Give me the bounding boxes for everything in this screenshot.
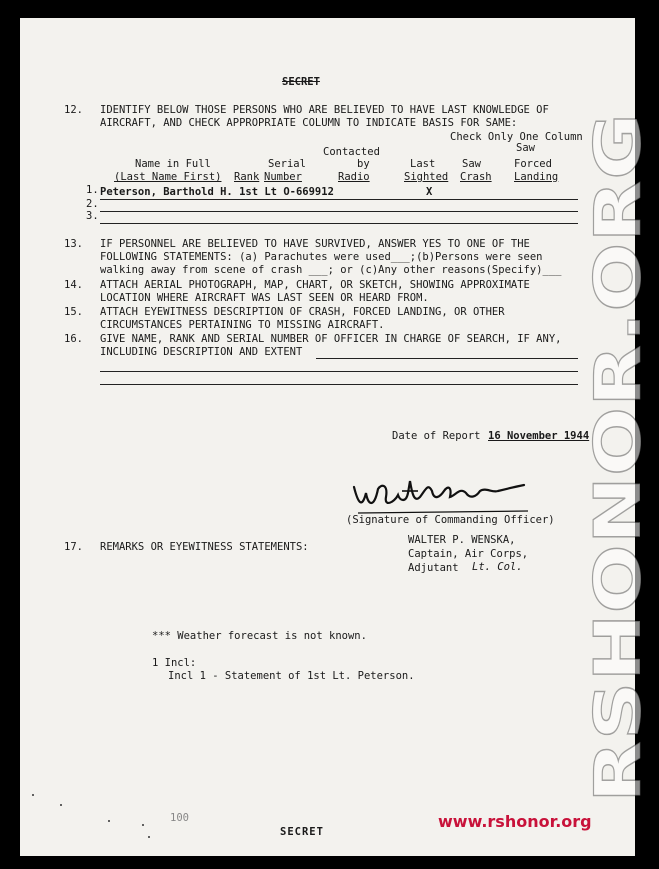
watermark-url: www.rshonor.org: [438, 812, 592, 831]
secret-header: SECRET: [282, 76, 320, 88]
header-name-1: Name in Full: [135, 158, 211, 170]
header-serial-1: Serial: [268, 158, 306, 170]
scan-speck: [108, 820, 110, 822]
row-2-number: 2.: [86, 198, 99, 210]
scan-speck: [142, 824, 144, 826]
row-1-line: [100, 199, 578, 200]
faded-stamp: 100: [170, 812, 189, 824]
inclosure-count: 1 Incl:: [152, 657, 197, 669]
item-13-number: 13.: [64, 238, 83, 250]
watermark-vertical-text: RSHONOR.ORG: [582, 260, 656, 803]
officer-role: Adjutant: [408, 562, 459, 574]
item-12-line2: AIRCRAFT, AND CHECK APPROPRIATE COLUMN TO INDICATE BASIS FOR SAME:: [100, 117, 518, 129]
item-14-line1: ATTACH AERIAL PHOTOGRAPH, MAP, CHART, OR SKETCH, SHOWING APPROXIMATE: [100, 279, 530, 291]
item-16-line-a: [316, 358, 578, 359]
item-14-line2: LOCATION WHERE AIRCRAFT WAS LAST SEEN OR HEARD FROM.: [100, 292, 429, 304]
document-page: [20, 18, 656, 856]
officer-note: Lt. Col.: [472, 561, 523, 573]
header-last-2: Sighted: [404, 171, 449, 183]
row-1-entry: Peterson, Barthold H. 1st Lt O-669912: [100, 186, 334, 198]
header-contacted-2: by: [357, 158, 370, 170]
header-crash-1: Saw: [462, 158, 481, 170]
officer-title: Captain, Air Corps,: [408, 548, 529, 560]
date-label: Date of Report: [392, 430, 481, 442]
row-1-mark: X: [426, 186, 433, 198]
header-rank: Rank: [234, 171, 260, 183]
item-13-line2: FOLLOWING STATEMENTS: (a) Parachutes were used___;(b)Persons were seen: [100, 251, 543, 263]
item-14-number: 14.: [64, 279, 83, 291]
inclosure-item: Incl 1 - Statement of 1st Lt. Peterson.: [168, 670, 415, 682]
item-12-number: 12.: [64, 104, 83, 116]
item-15-line1: ATTACH EYEWITNESS DESCRIPTION OF CRASH, FORCED LANDING, OR OTHER: [100, 306, 505, 318]
item-13-line3: walking away from scene of crash ___; or (c)Any other reasons(Specify)___: [100, 264, 562, 276]
item-15-line2: CIRCUMSTANCES PERTAINING TO MISSING AIRCRAFT.: [100, 319, 385, 331]
check-only-note: Check Only One Column: [450, 131, 583, 143]
item-16-number: 16.: [64, 333, 83, 345]
item-17-text: REMARKS OR EYEWITNESS STATEMENTS:: [100, 541, 309, 553]
item-16-line-c: [100, 384, 578, 385]
header-contacted-1: Contacted: [323, 146, 380, 158]
item-12-line1: IDENTIFY BELOW THOSE PERSONS WHO ARE BELIEVED TO HAVE LAST KNOWLEDGE OF: [100, 104, 549, 116]
row-3-number: 3.: [86, 210, 99, 222]
scan-speck: [32, 794, 34, 796]
header-forced-3: Landing: [514, 171, 559, 183]
remark-weather: *** Weather forecast is not known.: [152, 630, 367, 642]
header-last-1: Last: [410, 158, 436, 170]
watermark-vertical: [582, 108, 656, 808]
item-16-line1: GIVE NAME, RANK AND SERIAL NUMBER OF OFFICER IN CHARGE OF SEARCH, IF ANY,: [100, 333, 562, 345]
row-2-line: [100, 211, 578, 212]
header-forced-1: Saw: [516, 142, 535, 154]
item-17-number: 17.: [64, 541, 83, 553]
row-1-number: 1.: [86, 184, 99, 196]
item-13-line1: IF PERSONNEL ARE BELIEVED TO HAVE SURVIVED, ANSWER YES TO ONE OF THE: [100, 238, 530, 250]
item-16-line2: INCLUDING DESCRIPTION AND EXTENT: [100, 346, 303, 358]
row-3-line: [100, 223, 578, 224]
scan-speck: [60, 804, 62, 806]
scan-speck: [148, 836, 150, 838]
header-serial-2: Number: [264, 171, 302, 183]
date-value: 16 November 1944: [488, 430, 590, 442]
header-name-2: (Last Name First): [114, 171, 222, 183]
item-16-line-b: [100, 371, 578, 372]
secret-footer: SECRET: [280, 826, 324, 838]
header-contacted-3: Radio: [338, 171, 370, 183]
header-forced-2: Forced: [514, 158, 552, 170]
officer-name: WALTER P. WENSKA,: [408, 534, 516, 546]
header-crash-2: Crash: [460, 171, 492, 183]
item-15-number: 15.: [64, 306, 83, 318]
signature-caption: (Signature of Commanding Officer): [346, 514, 555, 526]
